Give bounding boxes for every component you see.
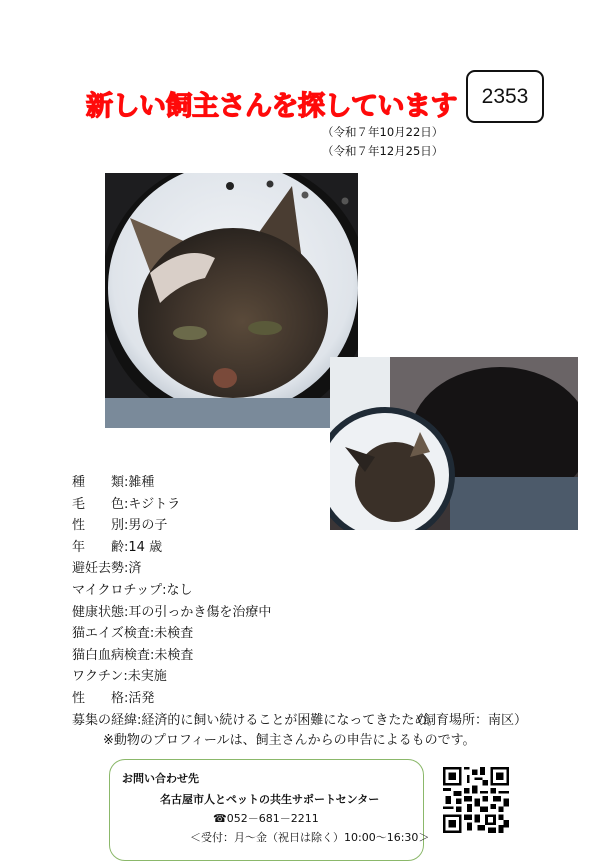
- profile-row-reason: 募集の経緯:経済的に飼い続けることが困難になってきたため。: [72, 712, 440, 728]
- profile-row-coat: 毛 色 :キジトラ: [72, 496, 181, 512]
- cat-face-image: [105, 173, 358, 428]
- qr-code-icon[interactable]: [443, 767, 509, 833]
- profile-row-felv-test: 猫白血病検査:未検査: [72, 647, 194, 663]
- profile-row-microchip: マイクロチップ:なし: [72, 582, 193, 598]
- contact-box: [109, 759, 430, 861]
- page-title: 新しい飼主さんを探しています: [86, 91, 457, 122]
- profile-row-age: 年 齢 :14 歳: [72, 539, 163, 555]
- animal-profile: [72, 472, 440, 731]
- contact-phone: ☎052－681－2211: [213, 812, 319, 825]
- cat-photo-face: [105, 173, 358, 428]
- profile-row-personality: 性 格 :活発: [72, 690, 155, 706]
- profile-disclaimer: ※動物のプロフィールは、飼主さんからの申告によるものです。: [103, 733, 476, 748]
- animal-id-badge: 2353: [466, 70, 544, 123]
- updated-date: （令和７年12月25日）: [322, 144, 444, 158]
- contact-organization: 名古屋市人とペットの共生サポートセンター: [160, 793, 380, 806]
- location-text: （飼育場所：南区）: [410, 713, 528, 728]
- contact-title: お問い合わせ先: [122, 772, 199, 785]
- profile-row-breed: 種 類 :雑種: [72, 475, 155, 490]
- contact-hours: ＜受付：月～金（祝日は除く）10:00～16:30＞: [190, 831, 430, 844]
- qr-code-graphic: [443, 767, 509, 833]
- profile-row-sex: 性 別 :男の子: [72, 518, 168, 534]
- profile-row-neutered: 避妊去勢:済: [72, 561, 142, 577]
- profile-row-health: 健康状態:耳の引っかき傷を治療中: [72, 604, 272, 620]
- profile-row-fiv-test: 猫エイズ検査:未検査: [72, 626, 194, 642]
- profile-row-vaccine: ワクチン:未実施: [72, 669, 167, 685]
- posted-date: （令和７年10月22日）: [322, 125, 444, 139]
